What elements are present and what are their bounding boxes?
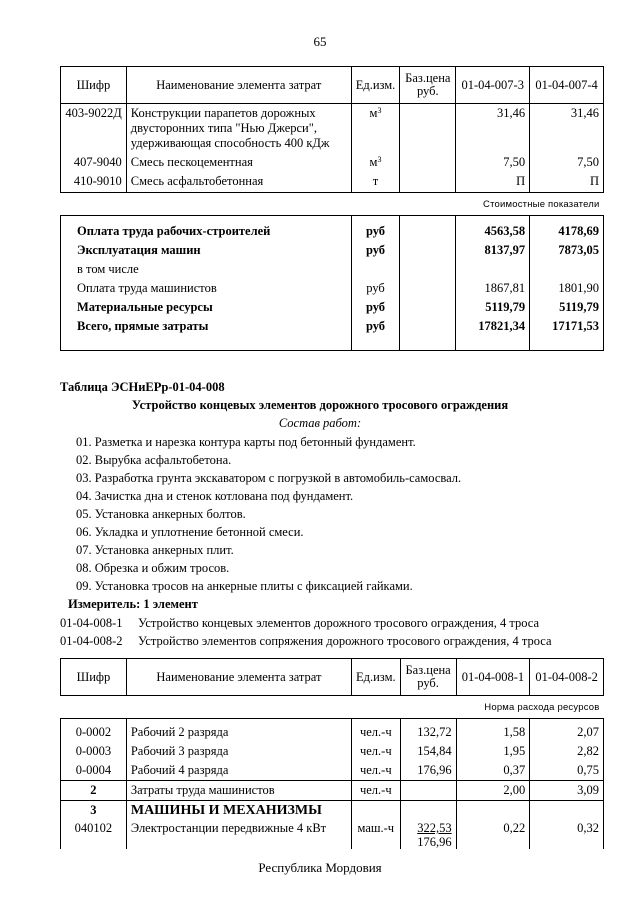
cost-row [61,298,604,317]
cell-code: 0-0002 [61,719,127,743]
cell-price [400,104,456,155]
header-price: Баз.цена руб. [400,659,456,696]
cost-value-1: 1867,81 [456,279,530,298]
cost-row [61,317,604,351]
header-col-2: 01-04-007-4 [530,67,604,104]
cell-unit: маш.-ч [352,820,401,849]
cost-value-1: 17821,34 [456,317,530,351]
price-value-secondary: 176,96 [417,835,452,849]
cell-value-1: 7,50 [456,154,530,173]
cost-row [61,279,604,298]
cost-value-2: 1801,90 [530,279,604,298]
work-item: 09. Установка тросов на анкерные плиты с фиксацией гайками. [76,579,413,593]
cost-value-2: 17171,53 [530,317,604,351]
cell-price [400,154,456,173]
cost-name: Оплата труда рабочих-строителей [61,216,352,242]
cell-value-2: 3,09 [530,781,604,801]
unit-superscript: 3 [377,106,382,115]
table-row [61,173,604,193]
cell-price [400,719,456,743]
cell-value-2: 0,32 [530,820,604,849]
list-item [60,632,552,650]
subheader-row [61,696,604,719]
cost-unit: руб [351,317,400,351]
work-item: 06. Укладка и уплотнение бетонной смеси. [76,525,304,539]
header-col-1: 01-04-008-1 [456,659,530,696]
unit-text: м [369,155,378,169]
section-title: Устройство концевых элементов дорожного тросового ограждения [131,398,509,412]
cell-value-1: 1,58 [456,719,530,743]
header-col-1: 01-04-007-3 [456,67,530,104]
header-unit: Ед.изм. [352,659,401,696]
cost-price [400,260,456,279]
cell-unit [351,173,400,193]
cell-code: 410-9010 [61,173,127,193]
work-item: 01. Разметка и нарезка контура карты под бетонный фундамент. [76,435,416,449]
cell-price [400,742,456,761]
cell-name: МАШИНЫ И МЕХАНИЗМЫ [126,801,351,821]
cost-name: Всего, прямые затраты [61,317,352,351]
unit-superscript: 3 [377,155,382,164]
header-col-2: 01-04-008-2 [530,659,604,696]
cost-value-2 [530,260,604,279]
header-price: Баз.цена руб. [400,67,456,104]
cell-name: Электростанции передвижные 4 кВт [126,820,351,849]
cell-price [400,820,456,849]
header-name: Наименование элемента затрат [126,659,351,696]
page-number: 65 [313,34,327,49]
cell-unit [351,154,400,173]
cell-name: Затраты труда машинистов [126,781,351,801]
item-code: 01-04-008-2 [60,634,123,648]
cell-price [400,801,456,821]
table-row [61,781,604,801]
price-value: 154,84 [417,744,452,758]
cell-value-2: 2,82 [530,742,604,761]
works-title: Состав работ: [278,416,362,430]
cell-name: Рабочий 4 разряда [126,761,351,781]
cell-unit [352,801,401,821]
cost-value-1 [456,260,530,279]
cell-code: 3 [61,801,127,821]
cost-price [400,317,456,351]
unit-text: т [372,174,379,188]
cell-price [400,173,456,193]
table-row [61,742,604,761]
cell-code: 2 [61,781,127,801]
table-header-row [61,67,604,104]
cell-unit: чел.-ч [352,781,401,801]
cell-value-1: 1,95 [456,742,530,761]
cell-code: 403-9022Д [61,104,127,155]
cost-name: Оплата труда машинистов [61,279,352,298]
cell-code: 040102 [61,820,127,849]
cell-value-2: П [530,173,604,193]
resource-table-1 [60,66,604,351]
subheader-row [61,193,604,216]
cell-price [400,781,456,801]
cell-unit [351,104,400,155]
cell-name: Рабочий 2 разряда [126,719,351,743]
cost-value-1: 4563,58 [456,216,530,242]
cell-price [400,761,456,781]
cell-unit: чел.-ч [352,719,401,743]
header-unit: Ед.изм. [351,67,400,104]
work-item: 08. Обрезка и обжим тросов. [76,561,230,575]
resource-table-2 [60,658,604,849]
item-text: Устройство элементов сопряжения дорожного тросового ограждения, 4 троса [138,634,552,648]
cell-value-1: 31,46 [456,104,530,155]
cost-row [61,260,604,279]
cell-value-2: 2,07 [530,719,604,743]
cost-unit: руб [351,216,400,242]
cell-value-2: 0,75 [530,761,604,781]
cost-name: Эксплуатация машин [61,241,352,260]
cost-value-1: 8137,97 [456,241,530,260]
table-row [61,801,604,821]
cost-row [61,241,604,260]
item-code: 01-04-008-1 [60,616,123,630]
table-row [61,154,604,173]
cell-value-2: 31,46 [530,104,604,155]
cell-name: Смесь асфальтобетонная [126,173,351,193]
cost-price [400,298,456,317]
cell-code: 407-9040 [61,154,127,173]
cost-price [400,241,456,260]
cost-unit [351,260,400,279]
cell-value-2 [530,801,604,821]
cost-indicators-label: Стоимостные показатели [61,193,604,216]
work-item: 07. Установка анкерных плит. [76,543,234,557]
cost-price [400,216,456,242]
cell-name: Смесь пескоцементная [126,154,351,173]
list-item [60,614,552,632]
cost-row [61,216,604,242]
cost-value-1: 5119,79 [456,298,530,317]
norm-label: Норма расхода ресурсов [61,696,604,719]
items-list [60,614,552,650]
table-row [61,719,604,743]
cost-value-2: 4178,69 [530,216,604,242]
table-header-row [61,659,604,696]
unit-text: м [369,106,378,120]
cell-value-1 [456,801,530,821]
table-row [61,761,604,781]
table-label: Таблица ЭСНиЕРр-01-04-008 [60,380,225,394]
cost-unit: руб [351,298,400,317]
cell-name: Рабочий 3 разряда [126,742,351,761]
cost-name: в том числе [61,260,352,279]
work-item: 04. Зачистка дна и стенок котлована под фундамент. [76,489,354,503]
work-item: 02. Вырубка асфальтобетона. [76,453,232,467]
item-text: Устройство концевых элементов дорожного тросового ограждения, 4 троса [138,616,540,630]
cost-price [400,279,456,298]
cost-unit: руб [351,241,400,260]
cell-value-1: 2,00 [456,781,530,801]
measure-label: Измеритель: 1 элемент [68,597,198,611]
price-value: 132,72 [417,725,452,739]
cost-unit: руб [351,279,400,298]
footer-region: Республика Мордовия [258,860,382,875]
cost-value-2: 5119,79 [530,298,604,317]
header-code: Шифр [61,67,127,104]
works-list [76,433,461,595]
cost-name: Материальные ресурсы [61,298,352,317]
cost-value-2: 7873,05 [530,241,604,260]
cell-value-2: 7,50 [530,154,604,173]
price-value: 176,96 [417,763,452,777]
header-name: Наименование элемента затрат [126,67,351,104]
cell-name: Конструкции парапетов дорожных двусторонних типа "Нью Джерси", удерживающая способность 400 кДж [126,104,351,155]
work-item: 05. Установка анкерных болтов. [76,507,246,521]
header-code: Шифр [61,659,127,696]
price-value: 322,53 [417,821,452,835]
table-row [61,104,604,155]
work-item: 03. Разработка грунта экскаватором с погрузкой в автомобиль-самосвал. [76,471,462,485]
cell-value-1: 0,37 [456,761,530,781]
cell-code: 0-0003 [61,742,127,761]
table-row [61,820,604,849]
cell-value-1: П [456,173,530,193]
cell-unit: чел.-ч [352,742,401,761]
cell-unit: чел.-ч [352,761,401,781]
cell-value-1: 0,22 [456,820,530,849]
cell-code: 0-0004 [61,761,127,781]
